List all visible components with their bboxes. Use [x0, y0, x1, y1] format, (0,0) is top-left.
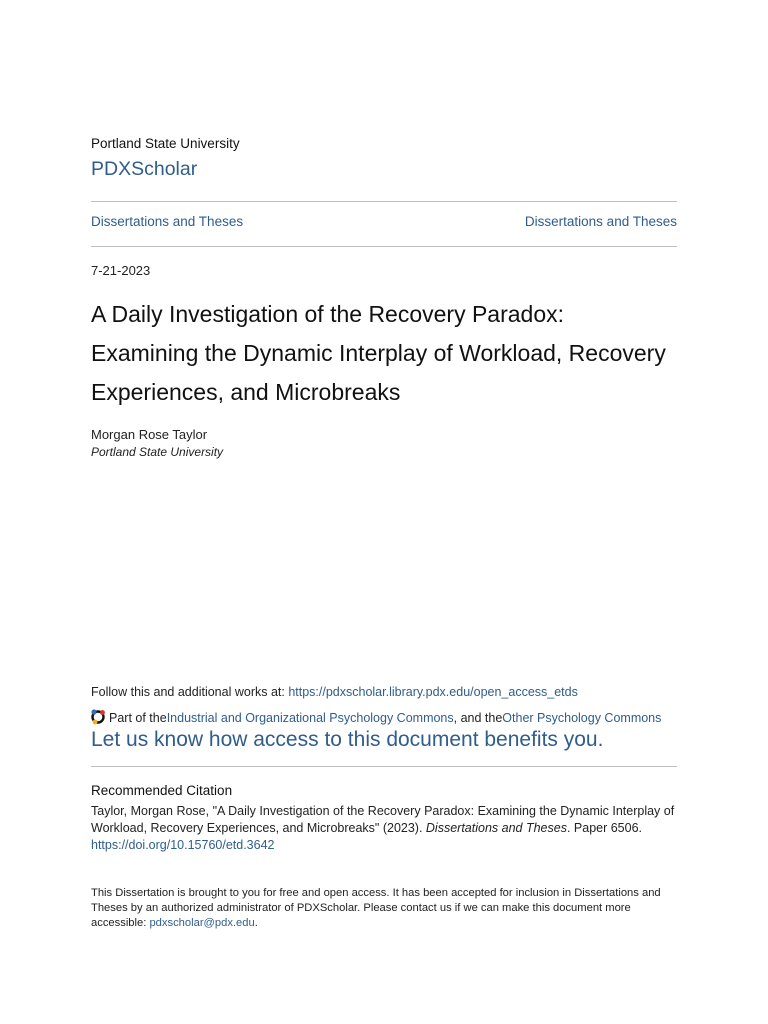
and-the-text: , and the [453, 711, 503, 725]
document-title: A Daily Investigation of the Recovery Paradox: Examining the Dynamic Interplay of Workload, Recovery Experiences, and Microbreaks [91, 301, 666, 405]
citation-text: Taylor, Morgan Rose, "A Daily Investigation of the Recovery Paradox: Examining the Dynamic Interplay of Workload, Recovery Experiences, and Microbreaks" (2023). [91, 804, 675, 835]
divider-citation [91, 766, 677, 767]
doi-link[interactable]: https://doi.org/10.15760/etd.3642 [91, 838, 275, 852]
open-access-link[interactable]: https://pdxscholar.library.pdx.edu/open_access_etds [288, 685, 578, 699]
other-psychology-commons-link[interactable]: Other Psychology Commons [502, 711, 662, 725]
follow-line [91, 685, 578, 699]
part-of-line [89, 709, 661, 727]
part-of-prefix: Part of the [109, 711, 167, 725]
cover-page [91, 0, 677, 1024]
access-statement-text: This Dissertation is brought to you for free and open access. It has been accepted for inclusion in Dissertations and Theses by an authorized administrator of PDXScholar. Please contact us if we can make this document more accessible: [91, 887, 661, 929]
contact-email-link[interactable]: pdxscholar@pdx.edu [149, 917, 255, 929]
io-psychology-commons-link[interactable]: Industrial and Organizational Psychology Commons [166, 711, 454, 725]
citation-series: Dissertations and Theses [425, 821, 567, 835]
institution-name: Portland State University [91, 136, 240, 151]
network-commons-icon [89, 708, 107, 726]
feedback-link[interactable]: Let us know how access to this document benefits you. [91, 728, 604, 751]
collection-link-right[interactable]: Dissertations and Theses [524, 214, 677, 229]
access-statement-period: . [254, 917, 258, 929]
repository-link[interactable]: PDXScholar [91, 158, 198, 180]
follow-prefix: Follow this and additional works at: [91, 685, 289, 699]
collection-link-left[interactable]: Dissertations and Theses [91, 214, 244, 229]
citation-paper: . Paper 6506. [566, 821, 643, 835]
access-statement [91, 886, 677, 931]
author-affiliation: Portland State University [91, 445, 224, 459]
citation-body [91, 803, 677, 854]
divider-nav [91, 246, 677, 247]
author-name: Morgan Rose Taylor [91, 427, 208, 442]
citation-heading: Recommended Citation [91, 783, 233, 798]
publication-date: 7-21-2023 [91, 263, 151, 278]
divider-top [91, 201, 677, 202]
